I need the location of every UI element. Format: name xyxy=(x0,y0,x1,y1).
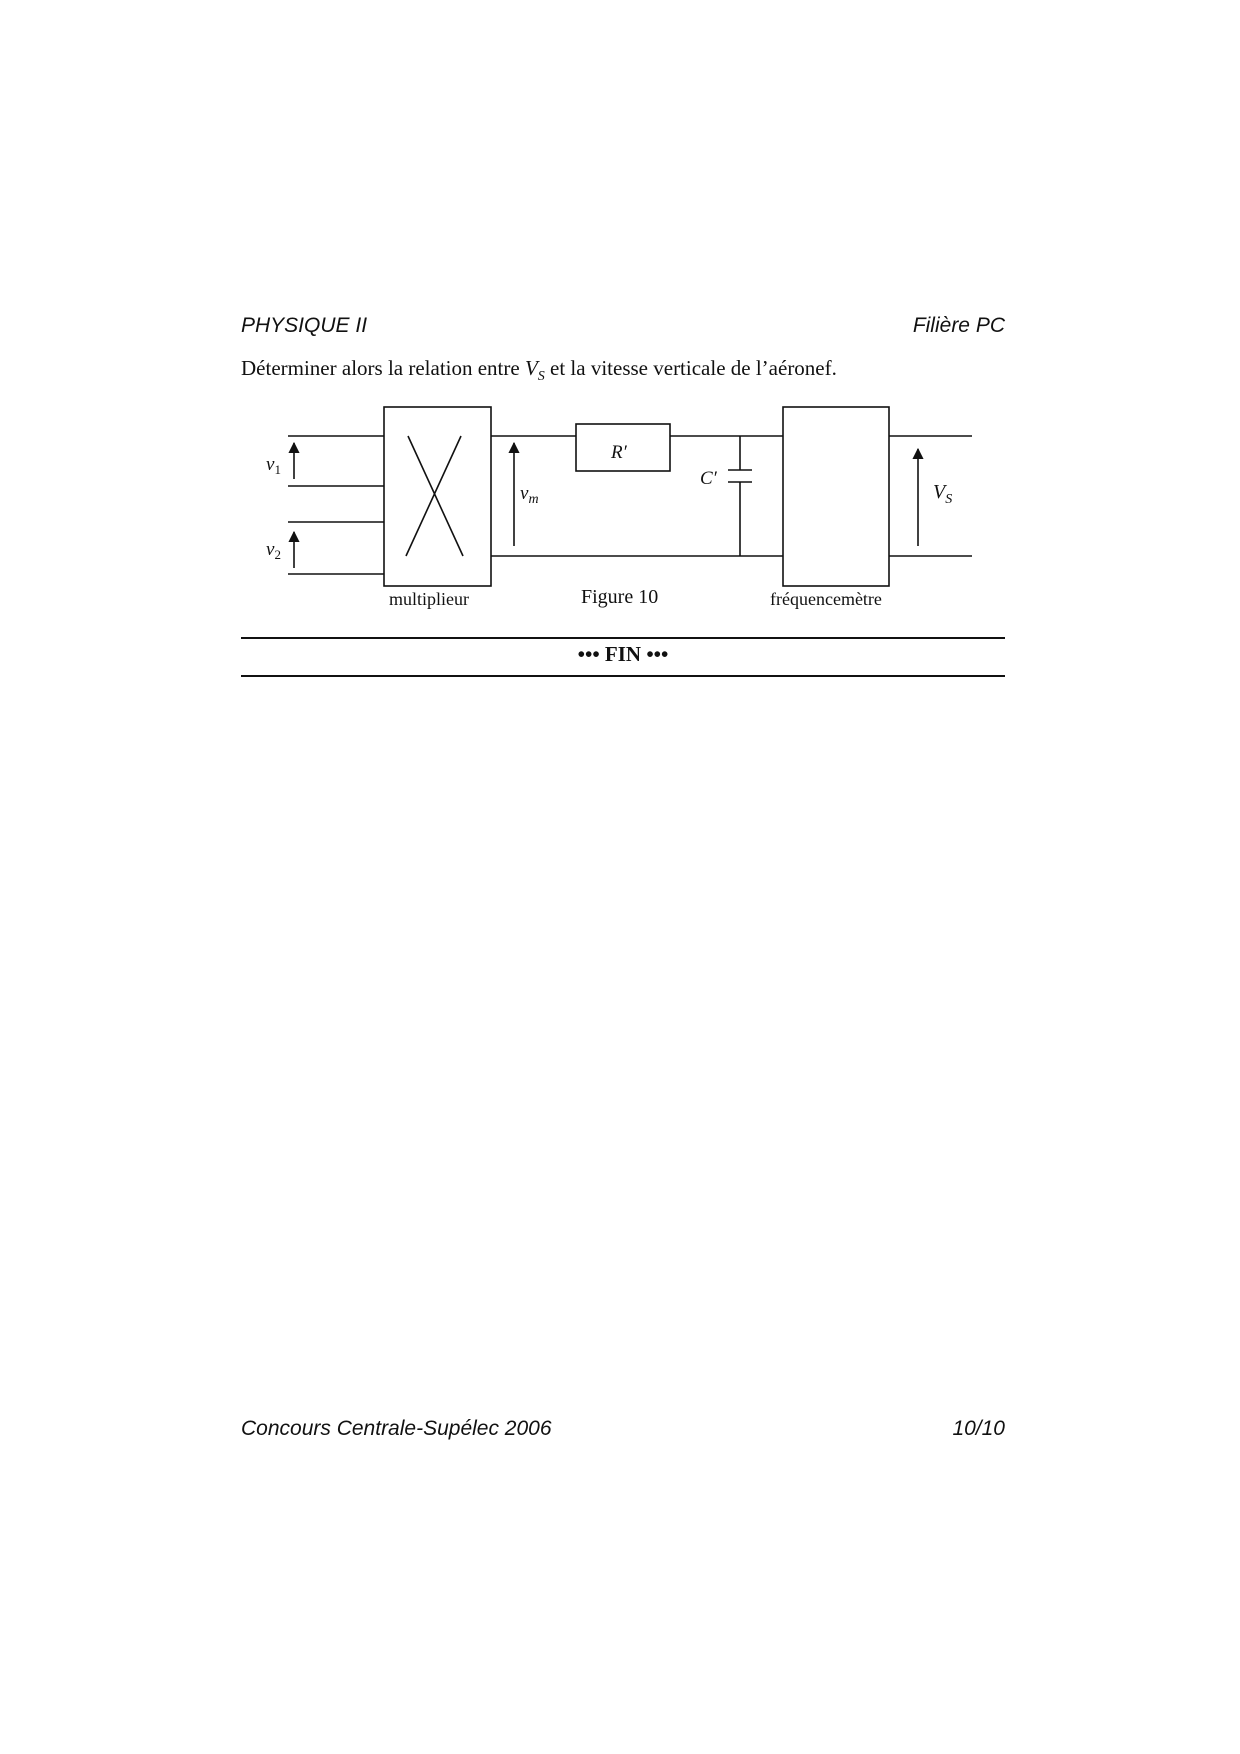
label-v2-sub: 2 xyxy=(274,547,281,562)
label-v1 xyxy=(266,454,281,477)
label-vs xyxy=(933,481,952,507)
figure-caption: Figure 10 xyxy=(581,586,659,608)
multiplier-cross-1 xyxy=(408,436,463,556)
label-c: C′ xyxy=(700,468,717,489)
question-var: V xyxy=(524,356,538,380)
label-vm-sub: m xyxy=(528,492,539,507)
footer-page-number: 10/10 xyxy=(952,1417,1005,1440)
label-r: R′ xyxy=(611,442,627,463)
label-multiplier: multiplieur xyxy=(389,589,469,609)
header-track: Filière PC xyxy=(912,314,1005,337)
header-subject: PHYSIQUE II xyxy=(241,314,368,337)
question-sub: S xyxy=(537,369,545,385)
label-frequency-meter: fréquencemètre xyxy=(770,589,882,609)
multiplier-cross-2 xyxy=(406,436,461,556)
multiplier-block xyxy=(384,407,491,586)
rule-bottom xyxy=(241,675,1005,677)
label-v2-main: v xyxy=(266,539,275,560)
circuit-diagram xyxy=(0,0,1240,700)
rule-top xyxy=(241,637,1005,639)
label-v2 xyxy=(266,539,281,562)
label-v1-sub: 1 xyxy=(274,462,281,477)
footer-contest: Concours Centrale-Supélec 2006 xyxy=(241,1417,552,1440)
end-mark: ••• FIN ••• xyxy=(577,642,669,666)
label-vm xyxy=(520,483,539,507)
question-after: et la vitesse verticale de l’aéronef. xyxy=(544,356,837,380)
label-vs-sub: S xyxy=(945,492,953,507)
label-v1-main: v xyxy=(266,454,275,475)
label-vm-main: v xyxy=(520,483,529,504)
label-vs-main: V xyxy=(933,481,946,503)
frequency-meter-block xyxy=(783,407,889,586)
question-before: Déterminer alors la relation entre xyxy=(241,356,525,380)
